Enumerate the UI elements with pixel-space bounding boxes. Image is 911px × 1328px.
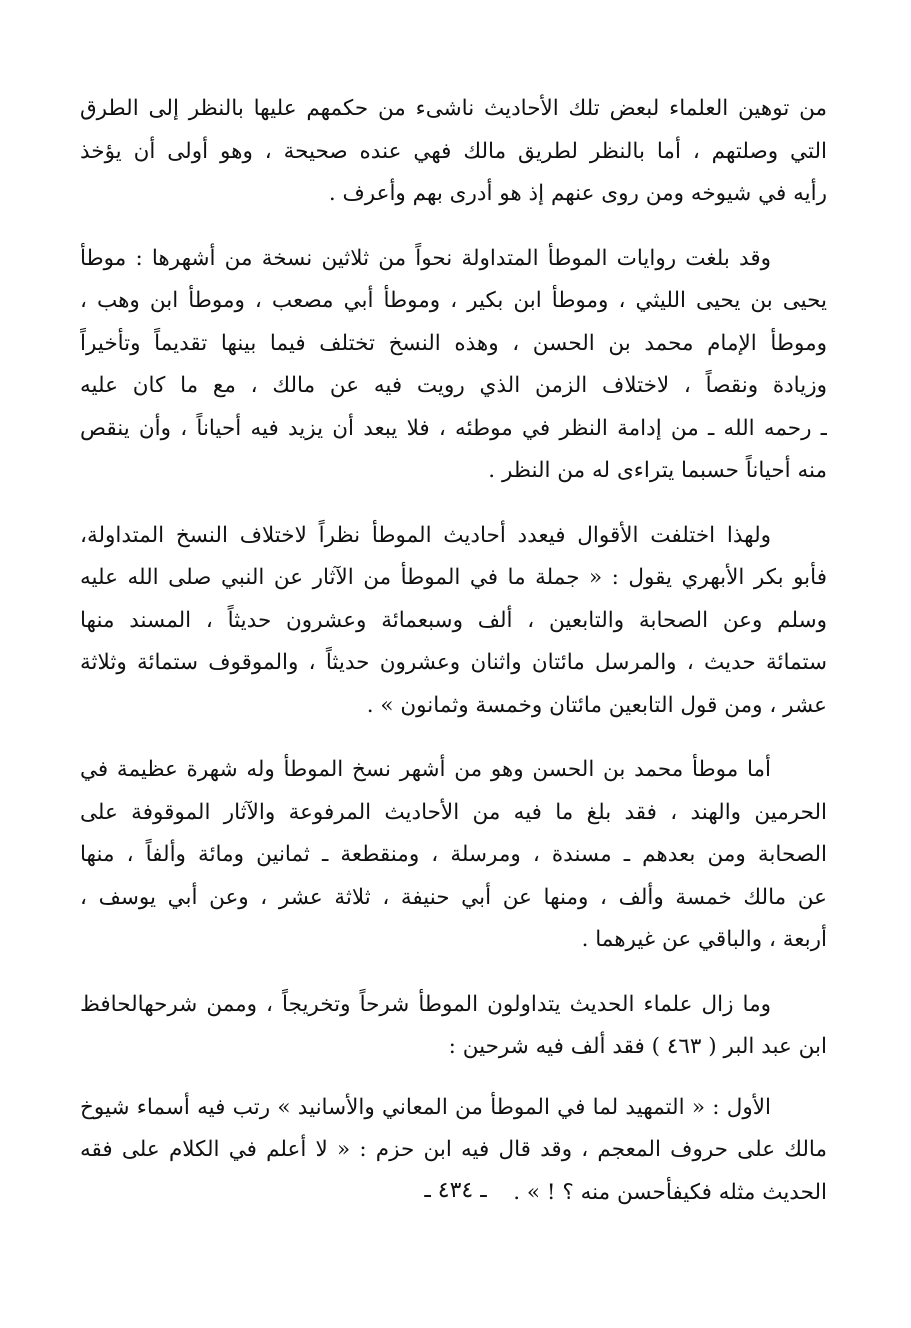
text-line: من توهين العلماء لبعض تلك الأحاديث ناشىء من حكمهم عليها بالنظر إلى الطرق xyxy=(80,96,827,121)
paragraph-5 xyxy=(80,984,827,1069)
text-line: عشر ، ومن قول التابعين مائتان وخمسة وثمانون » . xyxy=(366,692,827,718)
text-line: مالك على حروف المعجم ، وقد قال فيه ابن حزم : « لا أعلم في الكلام على فقه xyxy=(80,1137,827,1162)
text-line: الحرمين والهند ، فقد بلغ ما فيه من الأحاديث المرفوعة والآثار الموقوفة على xyxy=(80,799,827,825)
text-line: ستمائة حديث ، والمرسل مائتان واثنان وعشرون حديثاً ، والموقوف ستمائة وثلاثة xyxy=(80,650,827,675)
paragraph-2 xyxy=(80,238,827,493)
text-line: ولهذا اختلفت الأقوال فيعدد أحاديث الموطأ نظراً لاختلاف النسخ المتداولة، xyxy=(80,522,771,548)
page-number: ـ ٤٣٤ ـ xyxy=(424,1178,487,1203)
paragraph-4 xyxy=(80,749,827,962)
text-line: ـ رحمه الله ـ من إدامة النظر في موطئه ، فلا يبعد أن يزيد فيه أحياناً ، وأن ينقص xyxy=(80,415,827,441)
text-line: فأبو بكر الأبهري يقول : « جملة ما في الموطأ من الآثار عن النبي صلى الله عليه xyxy=(80,565,827,590)
text-line: وموطأ الإمام محمد بن الحسن ، وهذه النسخ تختلف فيما بينها تقديماً وتأخيراً xyxy=(80,330,827,356)
text-line: وما زال علماء الحديث يتداولون الموطأ شرحاً وتخريجاً ، وممن شرحهالحافظ xyxy=(80,991,771,1017)
page-body xyxy=(80,88,827,1214)
text-line: وسلم وعن الصحابة والتابعين ، ألف وسبعمائة وعشرون حديثاً ، المسند منها xyxy=(80,607,827,633)
text-line: ابن عبد البر ( ٤٦٣ ) فقد ألف فيه شرحين : xyxy=(448,1034,827,1059)
paragraph-1 xyxy=(80,88,827,216)
paragraph-3 xyxy=(80,515,827,728)
text-line: وقد بلغت روايات الموطأ المتداولة نحواً من ثلاثين نسخة من أشهرها : موطأ xyxy=(80,245,771,271)
text-line: وزيادة ونقصاً ، لاختلاف الزمن الذي رويت فيه عن مالك ، مع ما كان عليه xyxy=(80,373,827,398)
text-line: يحيى بن يحيى الليثي ، وموطأ ابن بكير ، وموطأ أبي مصعب ، وموطأ ابن وهب ، xyxy=(80,288,827,313)
text-line: منه أحياناً حسبما يتراءى له من النظر . xyxy=(488,458,827,483)
text-line: الحديث مثله فكيفأحسن منه ؟ ! » . xyxy=(513,1179,827,1205)
text-line: عن مالك خمسة وألف ، ومنها عن أبي حنيفة ، ثلاثة عشر ، وعن أبي يوسف ، xyxy=(80,884,827,910)
text-line: الأول : « التمهيد لما في الموطأ من المعاني والأسانيد » رتب فيه أسماء شيوخ xyxy=(80,1094,771,1120)
text-line: رأيه في شيوخه ومن روى عنهم إذ هو أدرى بهم وأعرف . xyxy=(328,181,827,206)
text-line: أما موطأ محمد بن الحسن وهو من أشهر نسخ الموطأ وله شهرة عظيمة في xyxy=(80,757,771,782)
text-line: الصحابة ومن بعدهم ـ مسندة ، ومرسلة ، ومنقطعة ـ ثمانين ومائة وألفاً ، منها xyxy=(80,842,827,867)
text-line: أربعة ، والباقي عن غيرهما . xyxy=(581,927,827,952)
text-line: التي وصلتهم ، أما بالنظر لطريق مالك فهي عنده صحيحة ، وهو أولى أن يؤخذ xyxy=(80,138,827,164)
